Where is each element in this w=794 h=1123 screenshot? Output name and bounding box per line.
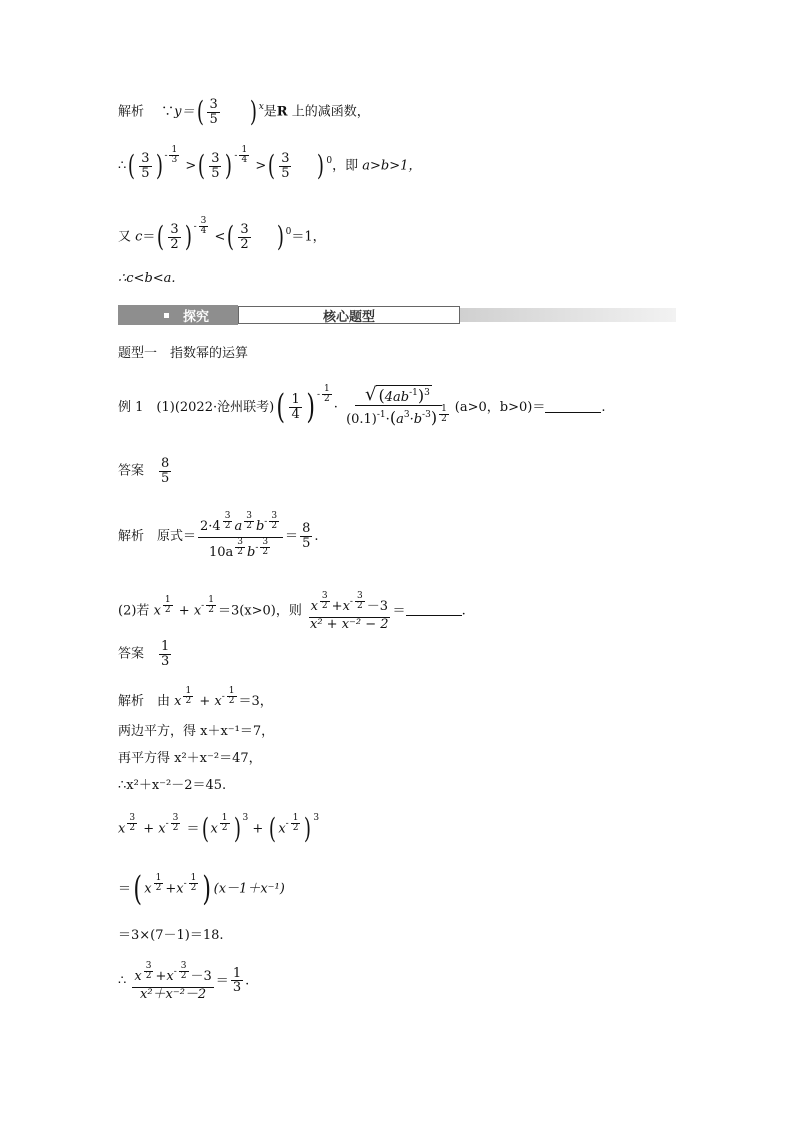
dot-operator: ·: [333, 399, 338, 415]
example-2-middle: ＝3(x>0)，则: [217, 603, 302, 619]
main-fraction: [344, 385, 453, 430]
solution-line-3: [118, 215, 326, 254]
solution-line-2: [118, 144, 422, 183]
close-paren: ): [306, 387, 315, 428]
example-2-prefix: (2)若: [118, 603, 154, 619]
because-symbol: ∵: [161, 104, 175, 120]
lt-symbol: <: [214, 229, 226, 245]
close-paren: ): [184, 220, 192, 254]
solution-line-4: ∴c<b<a.: [118, 271, 176, 286]
x-exponent: x: [258, 102, 264, 113]
exponent-zero: 0: [326, 156, 333, 167]
open-paren: (: [157, 220, 165, 254]
answer-blank: [406, 602, 462, 616]
gt-symbol: >: [185, 158, 197, 174]
solution-label: 解析: [118, 104, 145, 120]
exponent-neg-quarter: - 1 4: [234, 144, 248, 165]
close-paren: ): [225, 149, 233, 183]
relation-abc: a>b>1，: [362, 158, 422, 174]
solution-label: 解析 原式＝: [118, 529, 197, 544]
answer-1: [118, 457, 173, 485]
period: .: [601, 399, 606, 415]
solution-3-line-3: 再平方得 x²＋x⁻²＝47，: [118, 751, 262, 766]
text-you: 又: [118, 229, 136, 245]
answer-fraction: $\frac{8}{5}$: [161, 456, 170, 486]
solution-3-line-2: 两边平方，得 x＋x⁻¹＝7，: [118, 724, 275, 739]
open-paren: (: [198, 149, 206, 183]
target-fraction: x $^{\frac{3}{2}}$ $+x^{- \frac{3}{2}}$ －3 x² + x⁻² − 2: [310, 590, 389, 632]
fraction-3-5: $\frac{3}{5}$: [211, 151, 220, 181]
solution-3-line-6: ＝( x $^{\frac{1}{2}}$ $+x^{- \frac{1}{2}}$ ) (x－1＋x⁻¹): [118, 869, 285, 909]
period: .: [314, 529, 319, 544]
solution-line-1: [118, 95, 370, 129]
solution-label: 解析 由: [118, 694, 175, 709]
answer-blank: [545, 399, 601, 413]
banner-tab-core: 核心题型: [238, 306, 460, 324]
answer-2: [118, 640, 173, 668]
solution-3-final: ∴ x $^{\frac{3}{2}}$ $+x^{- \frac{3}{2}}$ －3 x²＋x⁻²－2 ＝ $\frac{1}{3}$ .: [118, 960, 250, 1002]
equals-three: ＝3，: [238, 694, 273, 709]
gt-symbol: >: [255, 158, 267, 174]
equals-sign: ＝: [392, 603, 406, 619]
close-paren: ): [276, 220, 284, 254]
fraction-3-2: $\frac{3}{2}$: [170, 222, 179, 252]
solution-3-line-5: x $^{\frac{3}{2}}$ + $x^{- \frac{3}{2}}$ ＝( x $^{\frac{1}{2}}$ ) $^3$ + ( $x^{- \frac{1}{2}}$ ) $^3$: [118, 812, 320, 845]
exponent-neg-third: - 1 3: [164, 144, 178, 165]
answer-fraction: $\frac{1}{3}$: [161, 639, 170, 669]
sqrt: √ $(4ab^{-1})^3$: [365, 383, 430, 405]
example-1: [118, 385, 605, 430]
equals-sign: ＝: [285, 529, 299, 544]
set-R: R: [276, 104, 288, 120]
equals-sign: ＝: [142, 229, 156, 245]
text-decreasing: 上的减函数，: [291, 104, 370, 120]
exponent-neg-half: - 1 2: [317, 383, 330, 404]
fraction-3-5: $\frac{3}{5}$: [281, 151, 290, 181]
main-numerator: [355, 385, 442, 406]
open-paren: (: [227, 220, 235, 254]
text-shi: 是: [263, 104, 277, 120]
open-paren: (: [276, 387, 286, 428]
var-c: c: [135, 229, 143, 245]
therefore-symbol: ∴: [118, 158, 127, 174]
open-paren: (: [196, 95, 204, 129]
period: .: [245, 973, 250, 989]
text-ji: ，即: [332, 158, 363, 174]
exponent-zero: 0: [285, 227, 292, 238]
solution-2: [118, 510, 318, 563]
solution-3-line-1: 解析 由 x $^{\frac{1}{2}}$ + $x^{- \frac{1}{2}}$ ＝3，: [118, 685, 273, 709]
result-fraction: $\frac{8}{5}$: [302, 521, 311, 551]
fraction-3-5: $\frac{3}{5}$: [141, 151, 150, 181]
banner-tab-explore: [118, 305, 238, 325]
original-expr-fraction: 2·4 $^{\frac{3}{2}}$ a $^{\frac{3}{2}}$ $b^{- \frac{3}{2}}$ 10a $^{\frac{3}{2}}$ $b^{- \frac{3}{2}}$: [198, 510, 283, 563]
equals-sign: ＝: [215, 973, 229, 989]
fraction-1-4: $\frac{1}{4}$: [291, 392, 300, 422]
main-denominator: $(0.1)^{-1}\cdot(a^3\cdot b^{-3})$ $^{\frac{1}{2}}$: [346, 403, 447, 427]
open-paren: (: [268, 149, 276, 183]
base-fraction: $\frac{3}{5}$: [209, 97, 218, 127]
period: .: [461, 603, 466, 619]
solution-3-line-7: ＝3×(7－1)＝18.: [118, 928, 224, 943]
answer-label: 答案: [118, 463, 145, 479]
close-paren: ): [155, 149, 163, 183]
open-paren: (: [128, 149, 136, 183]
fraction-3-2: $\frac{3}{2}$: [240, 222, 249, 252]
exponent-neg-3-4: - 3 4: [193, 215, 207, 236]
final-fraction: x $^{\frac{3}{2}}$ $+x^{- \frac{3}{2}}$ －3 x²＋x⁻²－2: [134, 960, 212, 1002]
square-bullet-icon: [164, 313, 169, 318]
y-expr: y＝: [174, 104, 195, 120]
banner-tab-explore-label: 探究: [183, 309, 210, 325]
section-title: 题型一 指数幂的运算: [118, 346, 249, 361]
equals-one: ＝1，: [291, 229, 326, 245]
section-banner: [118, 305, 676, 325]
condition: (a>0，b>0)＝: [454, 399, 546, 415]
close-paren: ): [317, 149, 325, 183]
solution-3-line-4: ∴x²＋x⁻²－2＝45.: [118, 778, 227, 793]
final-result: $\frac{1}{3}$: [232, 965, 242, 996]
example-1-label: 例 1 (1)(2022·沧州联考): [118, 399, 275, 415]
close-paren: ): [249, 95, 257, 129]
answer-label: 答案: [118, 646, 145, 662]
example-2: (2)若 x $^{\frac{1}{2}}$ + $x^{- \frac{1}{2}}$ ＝3(x>0)，则 x $^{\frac{3}{2}}$ $+x^{- \frac{3}{2}}$ －3 x² + x⁻² − 2 ＝ .: [118, 590, 466, 632]
